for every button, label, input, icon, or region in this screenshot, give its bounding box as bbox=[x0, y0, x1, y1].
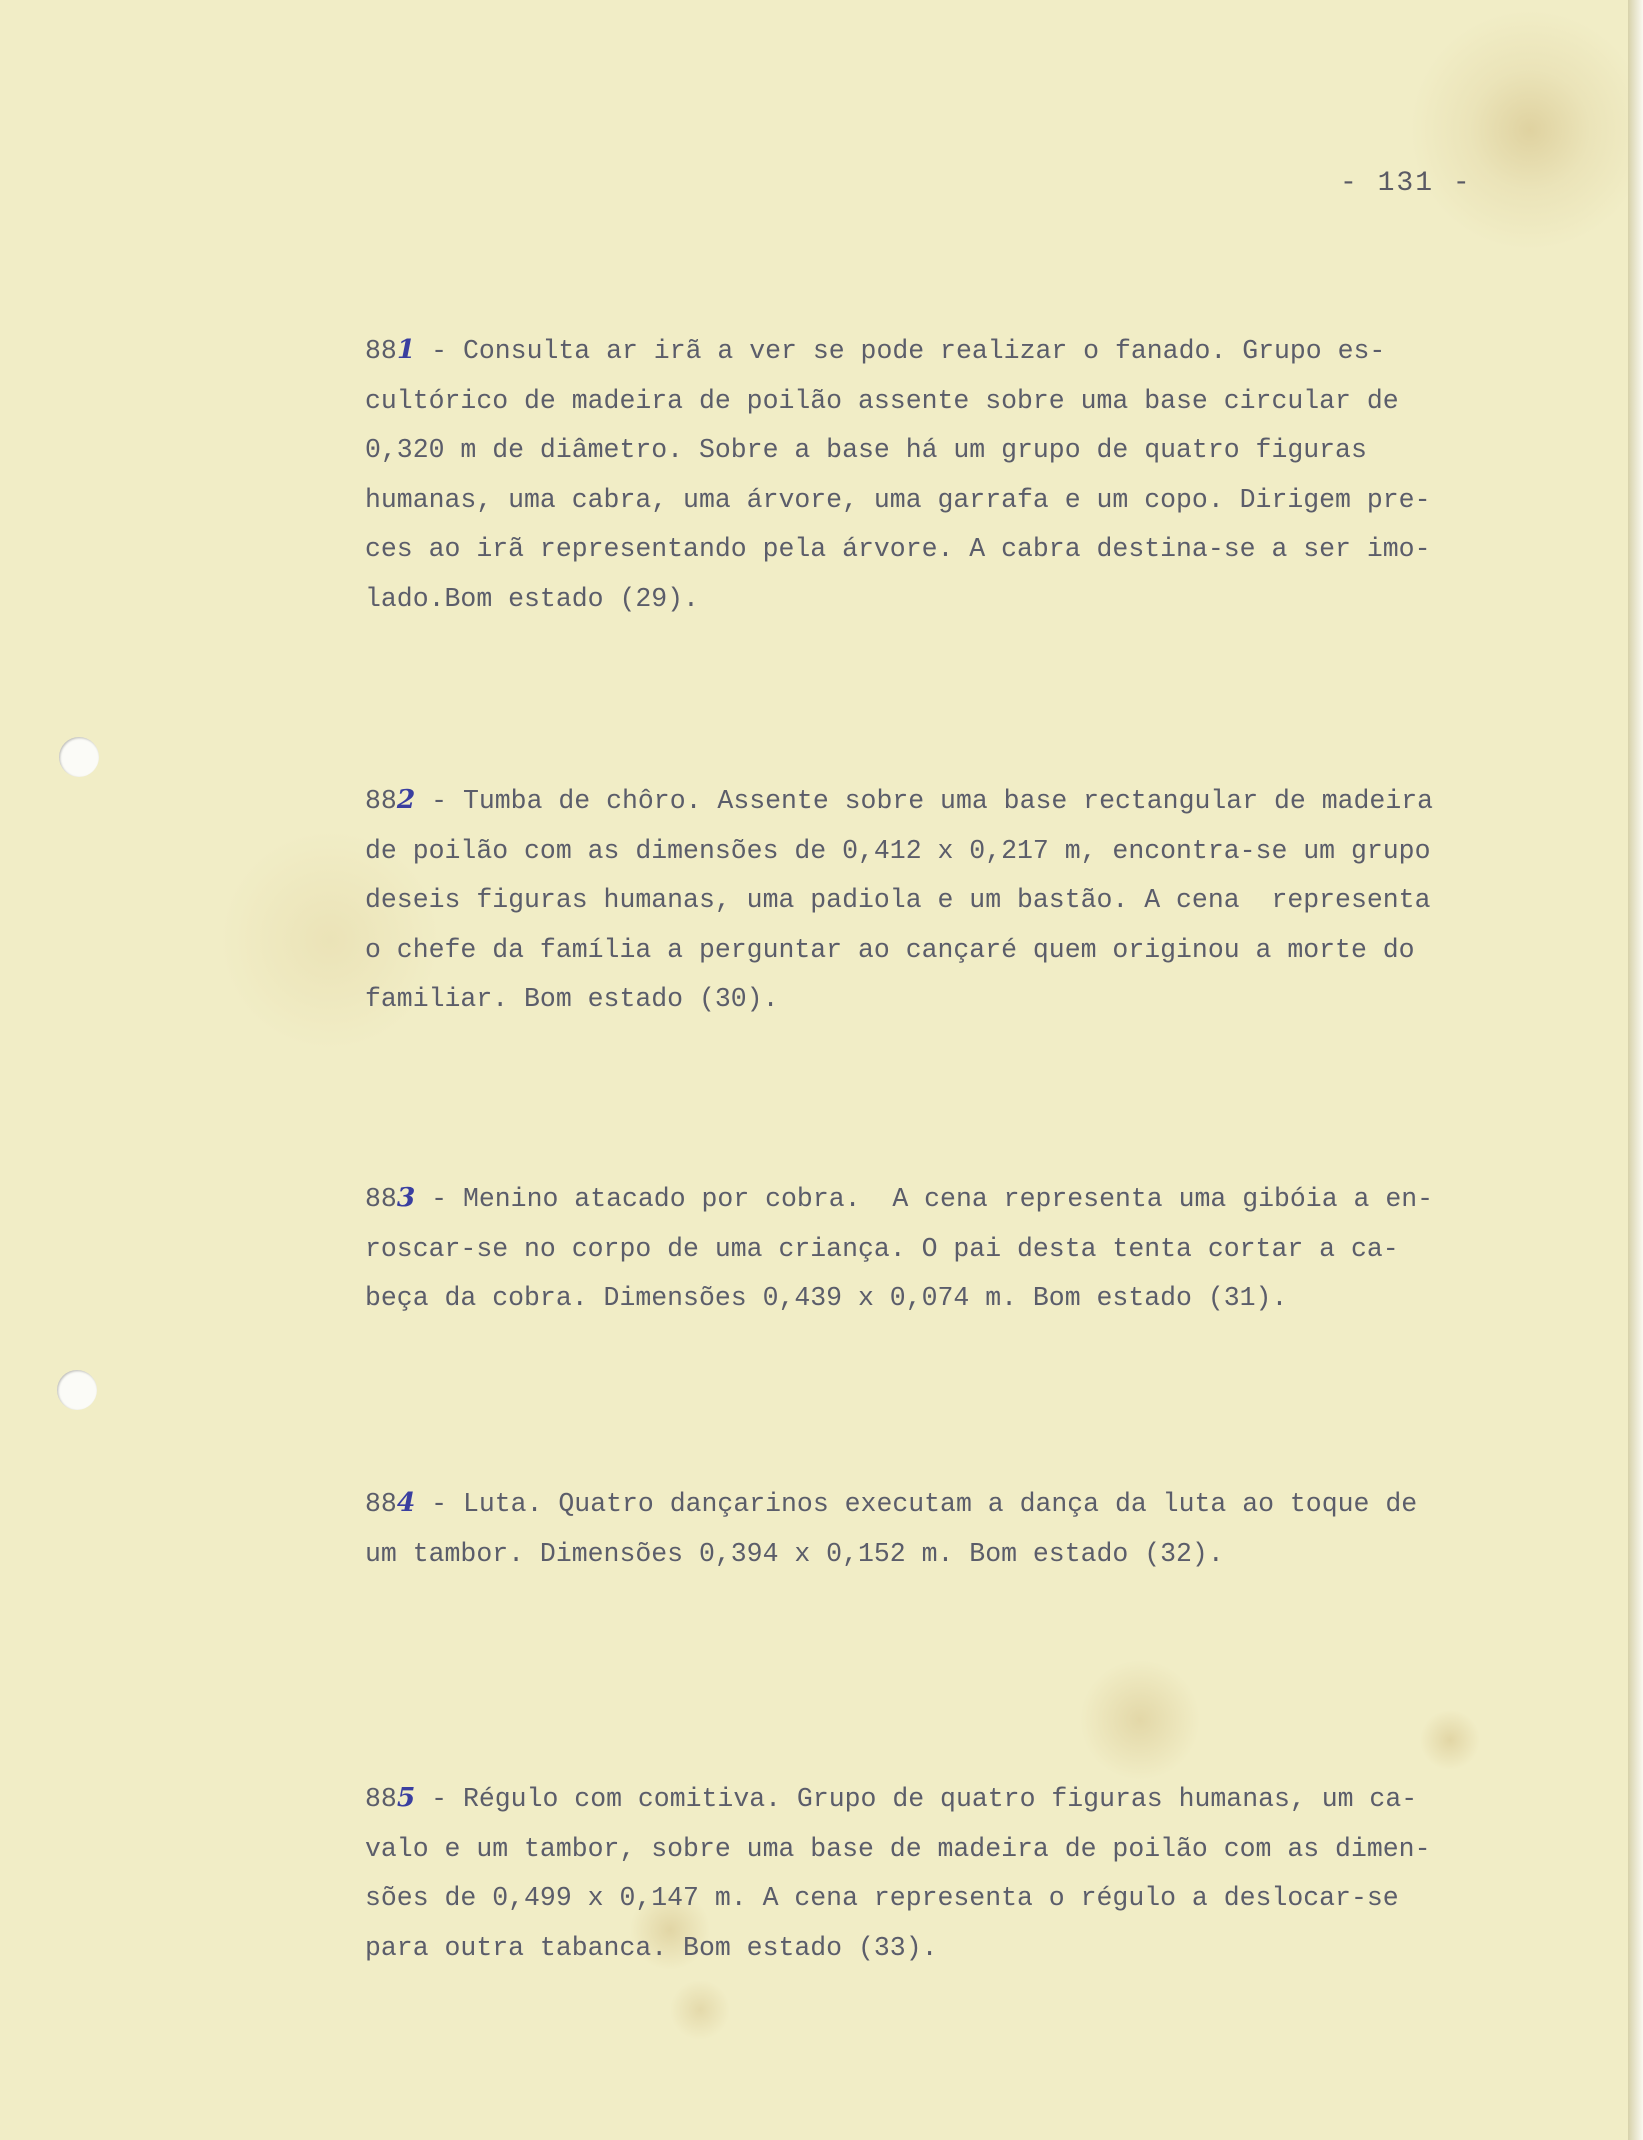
handwritten-digit: 3 bbox=[396, 1182, 416, 1213]
entry-text: - Consulta ar irã a ver se pode realizar o fanado. Grupo es- bbox=[415, 336, 1386, 366]
entry-line: valo e um tambor, sobre uma base de madeira de poilão com as dimen- bbox=[365, 1833, 1431, 1864]
entry-number: 88 bbox=[365, 786, 397, 816]
entry-line bbox=[365, 775, 1575, 827]
paper-edge bbox=[1628, 0, 1643, 2140]
entry-text: - Luta. Quatro dançarinos executam a dança da luta ao toque de bbox=[415, 1489, 1418, 1519]
entry-line: lado.Bom estado (29). bbox=[365, 583, 699, 614]
entry-number: 88 bbox=[365, 1184, 397, 1214]
entry-line bbox=[365, 1478, 1575, 1530]
entry-line: 0,320 m de diâmetro. Sobre a base há um grupo de quatro figuras bbox=[365, 435, 1367, 465]
entry-line bbox=[365, 1773, 1575, 1825]
entry-line: o chefe da família a perguntar ao cançaré quem originou a morte do bbox=[365, 934, 1415, 965]
handwritten-digit: 1 bbox=[396, 334, 416, 365]
entry-line: um tambor. Dimensões 0,394 x 0,152 m. Bom estado (32). bbox=[365, 1538, 1224, 1569]
catalog-entry bbox=[365, 775, 1575, 1025]
entry-number: 88 bbox=[365, 1489, 397, 1519]
entry-line: beça da cobra. Dimensões 0,439 x 0,074 m. Bom estado (31). bbox=[365, 1283, 1288, 1313]
entry-number: 88 bbox=[365, 336, 397, 366]
entry-line: cultórico de madeira de poilão assente sobre uma base circular de bbox=[365, 385, 1399, 416]
catalog-entry bbox=[365, 325, 1575, 624]
punch-hole bbox=[59, 737, 99, 777]
entry-line: familiar. Bom estado (30). bbox=[365, 984, 779, 1014]
entry-line: sões de 0,499 x 0,147 m. A cena representa o régulo a deslocar-se bbox=[365, 1883, 1399, 1913]
entry-text: - Tumba de chôro. Assente sobre uma base rectangular de madeira bbox=[415, 786, 1434, 816]
entry-line: ces ao irã representando pela árvore. A cabra destina-se a ser imo- bbox=[365, 534, 1431, 564]
page-number: - 131 - bbox=[1340, 168, 1472, 199]
handwritten-digit: 4 bbox=[396, 1487, 416, 1518]
entry-line: roscar-se no corpo de uma criança. O pai desta tenta cortar a ca- bbox=[365, 1233, 1399, 1264]
entry-number: 88 bbox=[365, 1784, 397, 1814]
entry-text: - Régulo com comitiva. Grupo de quatro figuras humanas, um ca- bbox=[415, 1784, 1418, 1814]
entry-line: de poilão com as dimensões de 0,412 x 0,217 m, encontra-se um grupo bbox=[365, 835, 1431, 866]
entry-text: - Menino atacado por cobra. A cena representa uma gibóia a en- bbox=[415, 1184, 1434, 1214]
entry-line: deseis figuras humanas, uma padiola e um bastão. A cena representa bbox=[365, 885, 1431, 915]
catalog-entry bbox=[365, 1173, 1575, 1324]
entry-line bbox=[365, 1173, 1575, 1225]
catalog-entry bbox=[365, 1478, 1575, 1579]
entry-line bbox=[365, 325, 1575, 377]
punch-hole bbox=[57, 1370, 97, 1410]
entry-line: humanas, uma cabra, uma árvore, uma garrafa e um copo. Dirigem pre- bbox=[365, 484, 1431, 515]
handwritten-digit: 2 bbox=[396, 784, 416, 815]
handwritten-digit: 5 bbox=[396, 1782, 416, 1813]
entry-line: para outra tabanca. Bom estado (33). bbox=[365, 1932, 938, 1963]
catalog-entry bbox=[365, 1773, 1575, 1973]
